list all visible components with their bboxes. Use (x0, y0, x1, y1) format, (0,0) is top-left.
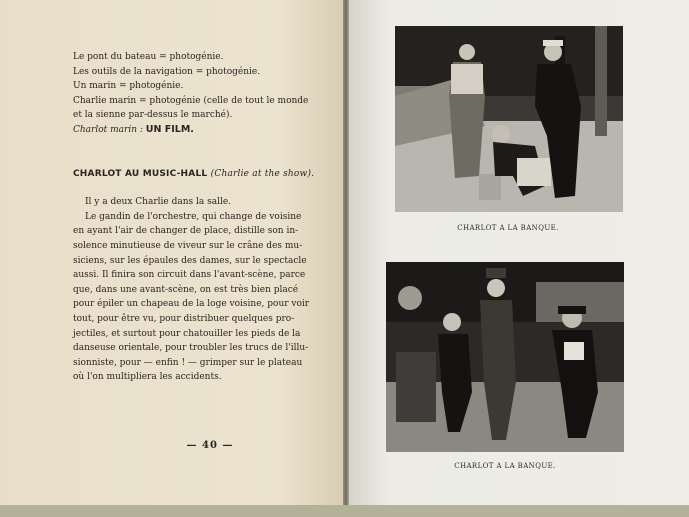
paragraph-line: solence minutieuse de viveur sur le crâne des mu- (73, 240, 303, 251)
paragraph-line: siciens, sur les épaules des dames, sur le spectacle (73, 255, 307, 266)
paragraph-line: pour épiler un chapeau de la loge voisine, pour voir (73, 299, 310, 310)
paragraph-line: Il y a deux Charlie dans la salle. (85, 197, 232, 208)
caption-bottom: CHARLOT A LA BANQUE. (454, 462, 556, 470)
heading-subtitle: (Charlie at the show). (210, 168, 315, 179)
paragraph-line: en ayant l'air de changer de place, distille son in- (73, 226, 299, 237)
paragraph-line: où l'on multipliera les accidents. (73, 372, 222, 383)
paragraph-line: Le gandin de l'orchestre, qui change de voisine (85, 211, 302, 222)
text-line: Le pont du bateau = photogénie. (73, 52, 224, 62)
caption-top: CHARLOT A LA BANQUE. (457, 224, 559, 232)
book-gutter (343, 0, 349, 505)
heading-title: CHARLOT AU MUSIC-HALL (73, 168, 208, 179)
background-strip (0, 505, 689, 517)
text-line: Les outils de la navigation = photogénie. (73, 66, 261, 77)
paragraph-line: sionniste, pour — enfin ! — grimper sur le plateau (73, 357, 303, 368)
left-page-text (73, 50, 313, 385)
paragraph-line: que, dans une avant-scène, on est très bien placé (73, 284, 299, 295)
paragraph-line: danseuse orientale, pour troubler les trucs de l'illu- (73, 343, 309, 354)
page-number: — 40 — (186, 440, 234, 451)
paragraph-line: aussi. Il finira son circuit dans l'avant-scène, parce (73, 270, 306, 281)
conclusion-italic: Charlot marin : (73, 124, 143, 135)
photo-top (395, 26, 623, 212)
conclusion-bold: UN FILM. (145, 123, 194, 135)
text-line: Un marin = photogénie. (73, 81, 184, 92)
paragraph-line: jectiles, et surtout pour chatouiller les pieds de la (73, 328, 301, 339)
photo-bottom (386, 262, 624, 452)
paragraph-line: tout, pour être vu, pour distribuer quelques pro- (73, 313, 295, 324)
text-line: Charlie marin = photogénie (celle de tout le monde (73, 95, 309, 106)
text-line: et la sienne par-dessus le marché). (73, 110, 233, 121)
section-heading (73, 167, 313, 182)
conclusion-line (73, 123, 313, 138)
